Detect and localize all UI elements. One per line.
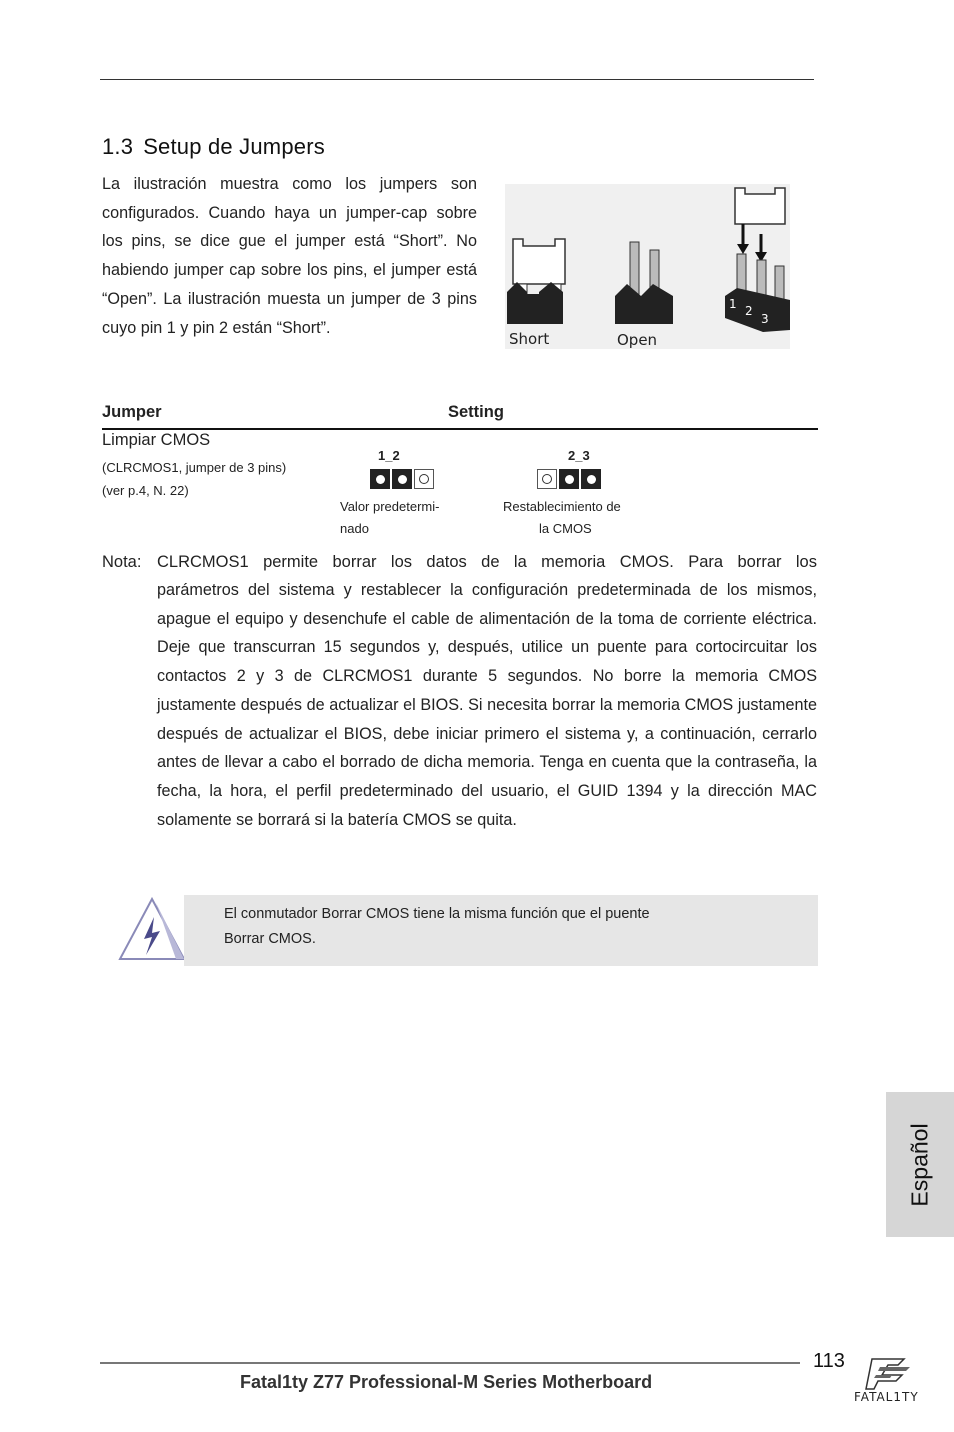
jumper-illustration	[505, 184, 790, 349]
pin	[537, 469, 557, 489]
table-header-jumper: Jumper	[102, 403, 162, 421]
jumper-detail: (CLRCMOS1, jumper de 3 pins)	[102, 460, 287, 475]
section-title	[102, 134, 325, 160]
note-body: parámetros del sistema y restablecer la configuración predeterminada de los mismos, apague el equipo y desenchufe el cable de alimentación de la toma de corriente eléctrica. Deje que transcurran 15 segundos y, después, utilice un puente para cortocircuitar los contactos 2 y 3 de CLRCMOS1 durante 5 segundos. No borre la memoria CMOS justamente después de actualizar el BIOS. Si necesita borrar la memoria CMOS justamente después de actualizar el BIOS, debe iniciar primero el sistema y, a continuación, cerrarlo antes de llevar a cabo el borrado de dicha memoria. Tenga en cuenta que la contraseña, la fecha, la hora, el perfil predeterminado del usuario, el GUID 1394 y la dirección MAC solamente se borrará si la batería CMOS se quita.	[157, 581, 817, 829]
table-header-setting: Setting	[448, 403, 504, 421]
callout-text	[224, 902, 784, 952]
pin	[559, 469, 579, 489]
pin	[581, 469, 601, 489]
setting-a-label: 1_2	[378, 448, 400, 463]
language-tab	[886, 1092, 954, 1237]
pin	[370, 469, 390, 489]
footer-title: Fatal1ty Z77 Professional-M Series Motherboard	[240, 1372, 653, 1392]
setting-a-pins	[370, 469, 434, 489]
setting-b-caption-2: la CMOS	[539, 521, 592, 536]
page-number: 113	[813, 1350, 845, 1372]
pin	[414, 469, 434, 489]
setting-a-caption-1: Valor predetermi-	[340, 499, 440, 514]
open-label: Open	[617, 331, 658, 349]
pin-number-2: 2	[745, 304, 753, 318]
section-heading: Setup de Jumpers	[143, 134, 325, 159]
callout-line-1: El conmutador Borrar CMOS tiene la misma función que el puente	[224, 906, 650, 922]
short-label: Short	[509, 330, 550, 348]
language-tab-label: Español	[906, 1122, 933, 1207]
note-lead: Nota:	[102, 553, 142, 571]
setting-b-pins	[537, 469, 601, 489]
pin	[392, 469, 412, 489]
pin-number-3: 3	[761, 312, 769, 326]
open-jumper	[615, 242, 673, 324]
jumper-illustration-graphic	[505, 184, 790, 349]
callout-line-2: Borrar CMOS.	[224, 931, 316, 947]
setting-a-caption-2: nado	[340, 521, 369, 536]
table-rule	[102, 428, 818, 430]
header-rule	[100, 79, 814, 80]
setting-b-caption-1: Restablecimiento de	[503, 499, 621, 514]
short-jumper	[507, 239, 565, 324]
jumper-reference: (ver p.4, N. 22)	[102, 483, 189, 498]
section-number: 1.3	[102, 134, 134, 159]
note-first-line: CLRCMOS1 permite borrar los datos de la memoria CMOS. Para borrar los	[157, 553, 817, 571]
three-pin-jumper	[725, 188, 790, 332]
intro-paragraph: La ilustración muestra como los jumpers son configurados. Cuando haya un jumper-cap sobre los pins, se dice gue el jumper está “Short”. No habiendo jumper cap sobre los pins, el jumper está “Open”. La ilustración muesta un jumper de 3 pins cuyo pin 1 y pin 2 están “Short”.	[102, 175, 477, 337]
footer-rule	[100, 1362, 800, 1364]
fatal1ty-logo	[852, 1355, 934, 1410]
setting-b-label: 2_3	[568, 448, 590, 463]
logo-text: FATAL1TY	[854, 1390, 919, 1404]
pin-number-1: 1	[729, 297, 737, 311]
warning-icon	[116, 897, 186, 966]
jumper-name: Limpiar CMOS	[102, 431, 211, 449]
